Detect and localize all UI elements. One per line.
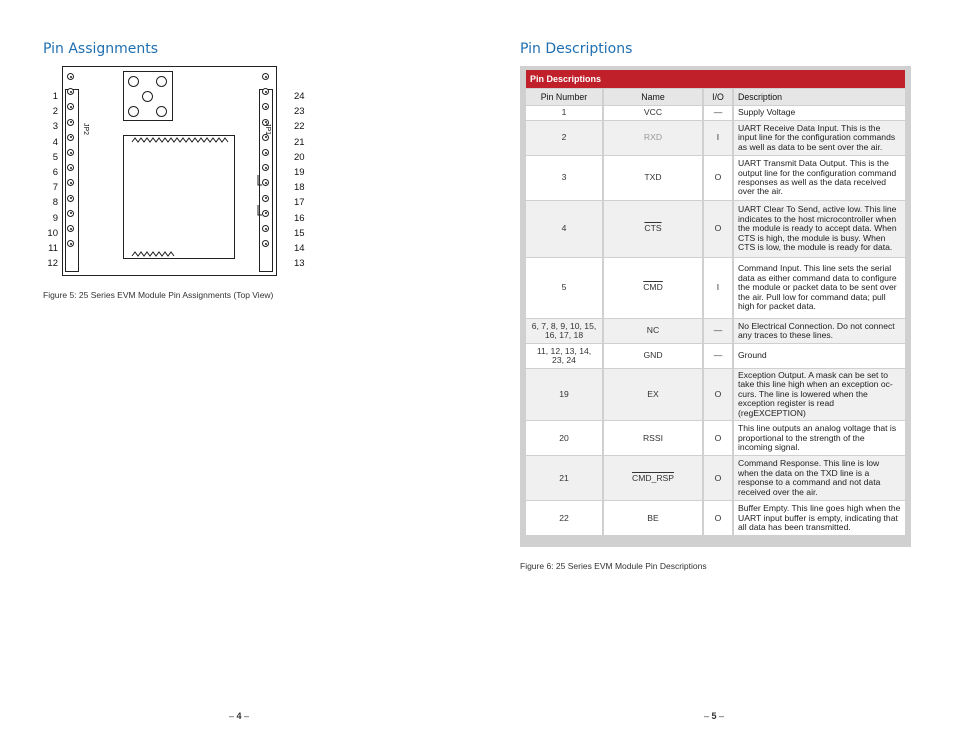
pin-number-cell: 21 bbox=[526, 456, 602, 500]
description-cell: Buffer Empty. This line goes high when the UART input buffer is empty, indicating that all data has been transmitted. bbox=[732, 501, 905, 535]
pin-number-cell: 11, 12, 13, 14, 23, 24 bbox=[526, 344, 602, 368]
io-cell: — bbox=[702, 344, 732, 368]
pin-name-cell: TXD bbox=[602, 156, 702, 200]
mounting-hole-box bbox=[123, 71, 173, 121]
pin-name-cell: $\overline{CMD}$ bbox=[602, 258, 702, 318]
description-cell: UART Transmit Data Output. This is the output line for the configuration command responses as well as the data received over the air. bbox=[732, 156, 905, 200]
pin-number-label: 19 bbox=[294, 167, 305, 178]
header-pin bbox=[67, 119, 74, 126]
jp1-label: JP1 bbox=[264, 123, 271, 136]
pin-number-cell: 3 bbox=[526, 156, 602, 200]
pin-assignment-diagram bbox=[42, 66, 305, 276]
header-pin bbox=[262, 73, 269, 80]
pin-descriptions-table bbox=[526, 69, 905, 536]
jp1-jumper-marks bbox=[256, 175, 264, 255]
pin-number-label: 16 bbox=[294, 212, 305, 224]
pin-name-cell: CMD_RSP bbox=[602, 456, 702, 500]
table-row bbox=[526, 319, 905, 343]
pin-descriptions-title: Pin Descriptions bbox=[520, 41, 633, 57]
pin-number-label: 15 bbox=[294, 227, 305, 239]
table-row bbox=[526, 106, 905, 120]
io-cell: O bbox=[702, 156, 732, 200]
pin-number-label: 24 bbox=[294, 91, 305, 102]
pin-number-label: 4 bbox=[52, 136, 58, 148]
io-cell: O bbox=[702, 501, 732, 535]
header-pin bbox=[67, 134, 74, 141]
pin-number-label: 14 bbox=[294, 243, 305, 254]
jp2-label: JP2 bbox=[82, 123, 89, 136]
pin-name-cell: EX bbox=[602, 369, 702, 420]
header-pin bbox=[67, 225, 74, 232]
rf-module-outline bbox=[123, 135, 235, 259]
header-pin bbox=[262, 149, 269, 156]
pin-number-label: 23 bbox=[294, 106, 305, 118]
pin-number-label: 17 bbox=[294, 197, 305, 209]
table-row bbox=[526, 201, 905, 257]
table-row bbox=[526, 456, 905, 500]
description-cell: This line outputs an analog voltage that is proportional to the strength of the incoming signal. bbox=[732, 421, 905, 455]
pin-number-label: 5 bbox=[52, 151, 58, 163]
header-pin-number: Pin Number bbox=[526, 89, 602, 105]
pin-number-cell: 6, 7, 8, 9, 10, 15, 16, 17, 18 bbox=[526, 319, 602, 343]
pin-number-label: 2 bbox=[52, 106, 58, 118]
header-pin bbox=[67, 149, 74, 156]
description-cell: Exception Output. A mask can be set to take this line high when an exception oc-curs. The line is lowered when the exception register is read (regEXCEPTION) bbox=[732, 369, 905, 420]
table-row bbox=[526, 258, 905, 318]
figure-5-caption: Figure 5: 25 Series EVM Module Pin Assignments (Top View) bbox=[43, 290, 274, 300]
pin-name-cell: NC bbox=[602, 319, 702, 343]
header-io: I/O bbox=[702, 89, 732, 105]
io-cell: O bbox=[702, 201, 732, 257]
mounting-hole bbox=[156, 106, 167, 117]
pin-number-cell: 19 bbox=[526, 369, 602, 420]
table-row bbox=[526, 121, 905, 155]
module-pads-drawing bbox=[124, 136, 234, 258]
io-cell: O bbox=[702, 456, 732, 500]
io-cell: I bbox=[702, 121, 732, 155]
io-cell: I bbox=[702, 258, 732, 318]
pin-number-label: 13 bbox=[294, 258, 305, 270]
figure-6-caption: Figure 6: 25 Series EVM Module Pin Descriptions bbox=[520, 561, 707, 571]
header-pin bbox=[67, 195, 74, 202]
mounting-hole bbox=[128, 76, 139, 87]
header-description: Description bbox=[732, 89, 905, 105]
description-cell: Supply Voltage bbox=[732, 106, 905, 120]
pin-name-cell: $\overline{CTS}$ bbox=[602, 201, 702, 257]
pin-number-label: 22 bbox=[294, 121, 305, 133]
description-cell: UART Receive Data Input. This is the input line for the configuration commands as well as data to be sent over the air. bbox=[732, 121, 905, 155]
pin-number-label: 1 bbox=[52, 91, 58, 102]
description-cell: Ground bbox=[732, 344, 905, 368]
io-cell: — bbox=[702, 106, 732, 120]
pin-number-label: 3 bbox=[52, 121, 58, 133]
table-row bbox=[526, 369, 905, 420]
table-row bbox=[526, 501, 905, 535]
description-cell: No Electrical Connection. Do not connect any traces to these lines. bbox=[732, 319, 905, 343]
pin-number-label: 11 bbox=[48, 243, 58, 254]
pin-number-label: 8 bbox=[52, 197, 58, 209]
pin-number-cell: 5 bbox=[526, 258, 602, 318]
pin-number-label: 10 bbox=[47, 227, 58, 239]
io-cell: O bbox=[702, 421, 732, 455]
pin-number-label: 7 bbox=[52, 182, 58, 194]
io-cell: O bbox=[702, 369, 732, 420]
pin-number-label: 6 bbox=[52, 167, 58, 178]
pin-number-cell: 2 bbox=[526, 121, 602, 155]
page-number-right: – 5 – bbox=[704, 711, 725, 721]
pin-number-label: 9 bbox=[52, 212, 58, 224]
pin-number-label: 21 bbox=[294, 136, 305, 148]
mounting-hole bbox=[142, 91, 153, 102]
pin-name-cell: VCC bbox=[602, 106, 702, 120]
table-row bbox=[526, 344, 905, 368]
pin-number-cell: 1 bbox=[526, 106, 602, 120]
table-banner: Pin Descriptions bbox=[526, 70, 905, 88]
pin-name-cell: GND bbox=[602, 344, 702, 368]
pin-descriptions-table-frame bbox=[520, 66, 911, 547]
table-row bbox=[526, 156, 905, 200]
table-row bbox=[526, 421, 905, 455]
pin-assignments-title: Pin Assignments bbox=[43, 41, 159, 57]
pin-number-cell: 4 bbox=[526, 201, 602, 257]
pin-number-label: 18 bbox=[294, 182, 305, 194]
pin-number-label: 20 bbox=[294, 151, 305, 163]
pin-name-cell: RSSI bbox=[602, 421, 702, 455]
io-cell: — bbox=[702, 319, 732, 343]
pin-number-cell: 22 bbox=[526, 501, 602, 535]
page-number-left: – 4 – bbox=[229, 711, 250, 721]
mounting-hole bbox=[156, 76, 167, 87]
pin-number-label: 12 bbox=[47, 258, 58, 270]
pin-name-cell: RXD bbox=[602, 121, 702, 155]
mounting-hole bbox=[128, 106, 139, 117]
description-cell: Command Input. This line sets the serial data as either command data to configure the module or packet data to be sent over the air. Pull low for command data; pull high for packet data. bbox=[732, 258, 905, 318]
header-name: Name bbox=[602, 89, 702, 105]
pin-number-cell: 20 bbox=[526, 421, 602, 455]
header-pin bbox=[67, 73, 74, 80]
evm-board-outline bbox=[62, 66, 277, 276]
description-cell: Command Response. This line is low when the data on the TXD line is a response to a command and not data received over the air. bbox=[732, 456, 905, 500]
description-cell: UART Clear To Send, active low. This line indicates to the host microcontroller when the module is ready to accept data. When CTS is high, the module is busy. When CTS is low, the module is ready for data. bbox=[732, 201, 905, 257]
header-pin bbox=[67, 210, 74, 217]
pin-name-cell: BE bbox=[602, 501, 702, 535]
